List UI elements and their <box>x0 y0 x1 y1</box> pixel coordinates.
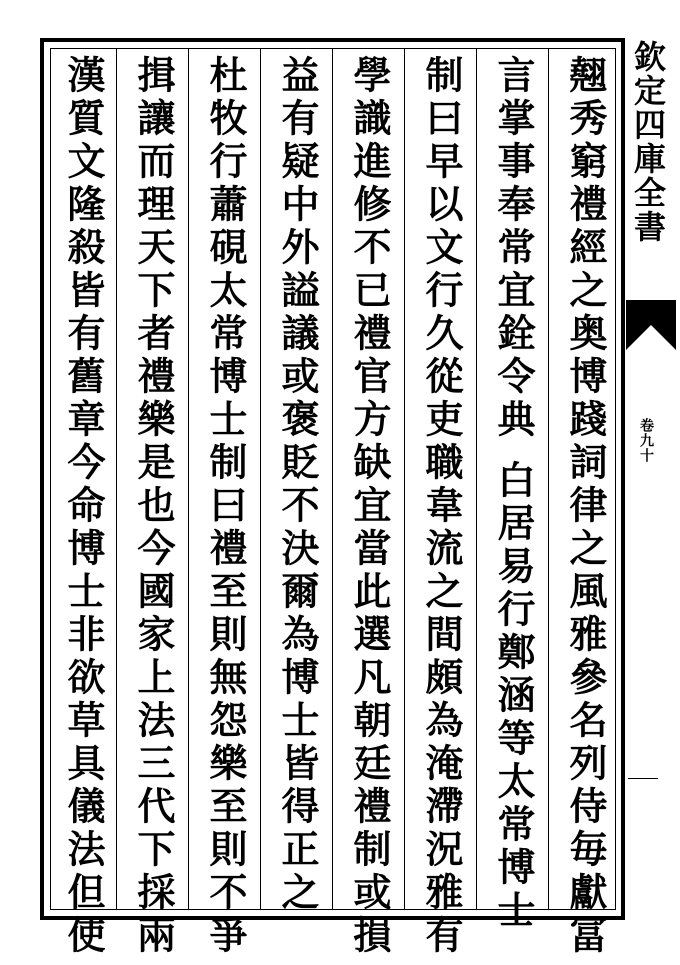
column-rule <box>332 48 333 910</box>
column-text: 漢質文隆殺皆有舊章今命博士非欲草具儀法但使 <box>61 55 106 958</box>
volume-number <box>636 418 658 463</box>
book-title <box>624 40 678 244</box>
text-column-2 <box>480 55 546 933</box>
column-text: 學識進修不已禮官方缺宜當此選凡朝廷禮制或損 <box>347 55 392 958</box>
text-column-8 <box>50 55 116 958</box>
volume-number-text: 卷九十 <box>638 418 654 463</box>
column-text-author: 白居易行鄭涵等太常博士 <box>491 460 536 933</box>
column-text: 制曰早以文行久從吏職韋流之間頗為淹滯況雅有 <box>419 55 464 958</box>
column-rule <box>548 48 549 910</box>
column-text: 揖讓而理天下者禮樂是也今國家上法三代下採兩 <box>131 55 176 958</box>
column-rule <box>188 48 189 910</box>
margin-tick <box>628 778 658 779</box>
text-column-3 <box>408 55 474 958</box>
column-text: 翹秀窮禮經之奥博踐詞律之風雅參名列侍毎獻冨 <box>563 55 608 958</box>
column-text: 益有疑中外謚議或褒貶不決爾為博士皆得正之 <box>275 55 320 915</box>
text-column-4 <box>336 55 402 958</box>
column-rule <box>116 48 117 910</box>
text-column-7 <box>120 55 186 958</box>
book-title-text: 欽定四庫全書 <box>629 40 667 244</box>
fishtail-mark <box>626 300 676 350</box>
text-column-1 <box>552 55 618 958</box>
text-column-5 <box>264 55 330 915</box>
column-rule <box>476 48 477 910</box>
column-rule <box>404 48 405 910</box>
column-rule <box>260 48 261 910</box>
text-column-6 <box>192 55 258 958</box>
column-text: 言掌事奉常宜銓令典 <box>491 55 536 442</box>
column-text: 杜牧行蕭硯太常博士制曰禮至則無怨樂至則不爭 <box>203 55 248 958</box>
